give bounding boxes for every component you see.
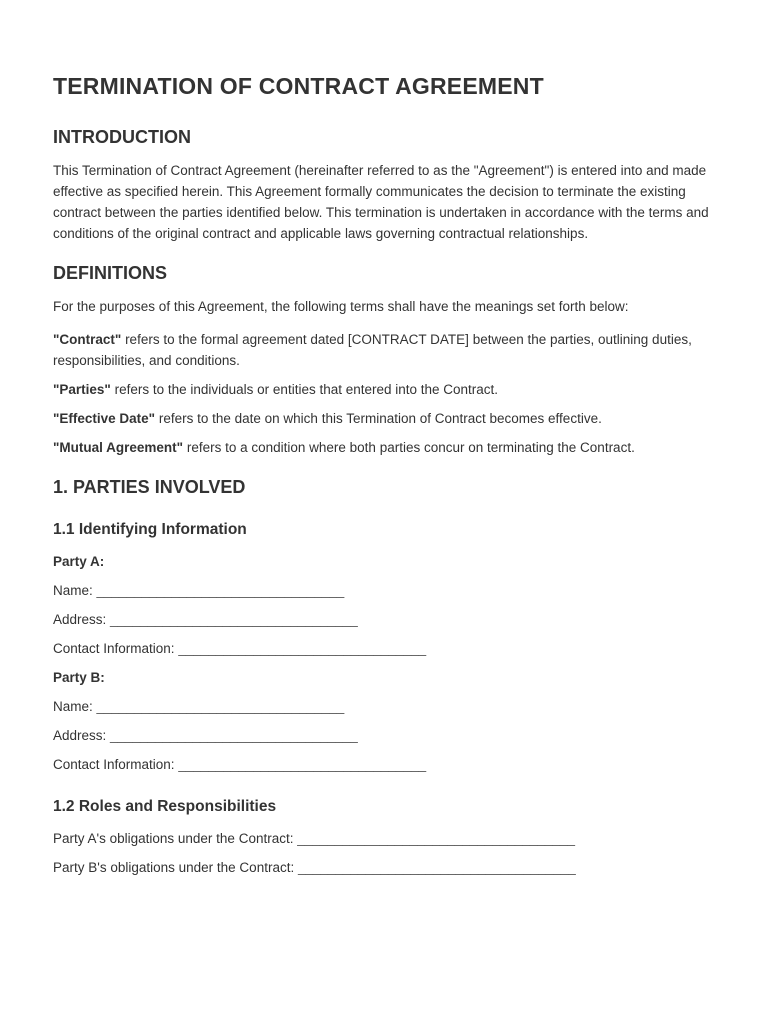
definition-text: refers to the date on which this Termination of Contract becomes effective. <box>155 411 602 426</box>
field-label: Address: <box>53 612 107 627</box>
party-a-obligations-row <box>53 828 713 849</box>
party-b-address-row <box>53 725 713 746</box>
definition-term: "Effective Date" <box>53 411 156 426</box>
introduction-heading: INTRODUCTION <box>53 127 191 147</box>
party-a-label <box>53 551 713 572</box>
party-b-name-row <box>53 696 713 717</box>
field-blank-line: _________________________________ <box>96 699 345 714</box>
field-label: Name: <box>53 699 93 714</box>
field-label: Address: <box>53 728 107 743</box>
definition-term: "Mutual Agreement" <box>53 440 184 455</box>
definition-text: refers to the individuals or entities that entered into the Contract. <box>110 382 499 397</box>
field-blank-line: _________________________________ <box>110 612 358 627</box>
party-a-address-row <box>53 609 713 630</box>
definition-item-parties <box>53 379 713 400</box>
party-b-obligations-row <box>53 857 713 878</box>
obligation-label: Party B's obligations under the Contract: <box>53 860 295 875</box>
introduction-paragraph: This Termination of Contract Agreement (hereinafter referred to as the "Agreement") is entered into and made effective as specified herein. This Agreement formally communicates the decision to terminate the existing contract between the parties identified below. This termination is undertaken in accordance with the terms and conditions of the original contract and applicable laws governing contractual relationships. <box>53 163 709 241</box>
field-blank-line: _________________________________ <box>178 757 427 772</box>
definition-item-effective-date <box>53 408 713 429</box>
section-1-1-heading: 1.1 Identifying Information <box>53 521 247 538</box>
field-blank-line: _________________________________ <box>96 583 345 598</box>
section-1-2-heading: 1.2 Roles and Responsibilities <box>53 798 277 815</box>
section-1-heading: 1. PARTIES INVOLVED <box>53 477 246 497</box>
definition-text: refers to a condition where both parties concur on terminating the Contract. <box>183 440 635 455</box>
party-a-name-row <box>53 580 713 601</box>
field-label: Name: <box>53 583 93 598</box>
party-b-contact-row <box>53 754 713 775</box>
field-label: Contact Information: <box>53 641 175 656</box>
field-label: Contact Information: <box>53 757 175 772</box>
field-blank-line: _________________________________ <box>178 641 427 656</box>
party-label-text: Party B: <box>53 670 105 685</box>
obligation-blank-line: _____________________________________ <box>297 831 576 846</box>
party-a-contact-row <box>53 638 713 659</box>
party-label-text: Party A: <box>53 554 105 569</box>
obligation-label: Party A's obligations under the Contract: <box>53 831 294 846</box>
definition-item-mutual-agreement <box>53 437 713 458</box>
obligation-blank-line: _____________________________________ <box>297 860 576 875</box>
definitions-heading: DEFINITIONS <box>53 263 168 283</box>
definition-term: "Parties" <box>53 382 111 397</box>
party-b-label <box>53 667 713 688</box>
definition-text: refers to the formal agreement dated [CONTRACT DATE] between the parties, outlining duties, responsibilities, and conditions. <box>53 332 692 368</box>
definition-item-contract <box>53 329 713 371</box>
definition-term: "Contract" <box>53 332 122 347</box>
document-title: TERMINATION OF CONTRACT AGREEMENT <box>53 73 544 99</box>
definitions-intro-paragraph: For the purposes of this Agreement, the following terms shall have the meanings set forth below: <box>53 299 629 314</box>
field-blank-line: _________________________________ <box>110 728 358 743</box>
